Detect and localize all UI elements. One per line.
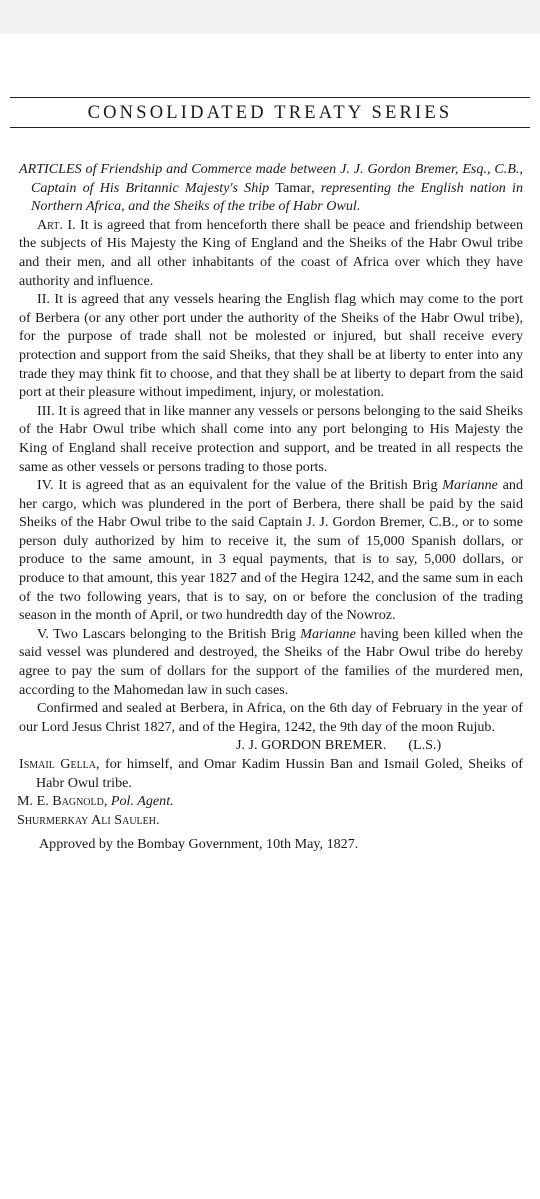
article-5 — [0, 625, 540, 699]
preamble-ship: Tamar — [275, 179, 312, 196]
article-5-ship: Marianne — [300, 625, 356, 642]
article-5-text-b: having been killed when the said vessel was plundered and destroyed, the Sheiks of the Habr Owul tribe do hereby agree to pay the sum of dollars for the support of the families of the murdered men, according to the Mahomedan law in such cases. — [19, 625, 523, 698]
signature-seal: (L.S.) — [408, 737, 442, 754]
page-header: CONSOLIDATED TREATY SERIES — [87, 103, 453, 123]
preamble-text-b: , representing the English nation in Northern Africa, and the Sheiks of the tribe of Habr Owul. — [31, 179, 523, 215]
article-5-text-a: V. Two Lascars belonging to the British Brig — [37, 625, 301, 642]
sheik-name: Ismail Gella — [19, 756, 97, 772]
sheiks-text: , for himself, and Omar Kadim Hussin Ban and Ismail Goled, Sheiks of Habr Owul tribe. — [36, 756, 523, 791]
header-bottom-rule — [10, 127, 530, 128]
confirmation: Confirmed and sealed at Berbera, in Africa, on the 6th day of February in the year of our Lord Jesus Christ 1827, and of the Hegira, 1242, the 9th day of the moon Rujub. — [19, 700, 523, 735]
signature-sheiks — [0, 755, 540, 792]
witness-1-name: M. E. Bagnold — [17, 793, 104, 810]
witness-1-sep: , — [103, 793, 111, 810]
top-bar — [0, 0, 540, 34]
approval-note: Approved by the Bombay Government, 10th May, 1827. — [39, 836, 359, 853]
witness-shurmerkay: Shurmerkay Ali Sauleh. — [17, 811, 160, 828]
article-2: II. It is agreed that any vessels hearing the English flag which may come to the port of Berbera (or any other port under the authority of the Sheiks of the Habr Owul tribe), for the purpose of trade shall not be molested or injured, but shall receive every protection and support from the said Sheiks, that they shall be at liberty to enter into any trade they may think fit to choose, and that they shall be at liberty to depart from the said port at their pleasure without impediment, injury, or molestation. — [19, 291, 523, 401]
article-1-label: Art. I. — [37, 216, 76, 233]
article-4-ship: Marianne — [442, 477, 498, 494]
preamble — [0, 160, 540, 216]
witness-bagnold — [0, 792, 540, 811]
article-4-text-b: and her cargo, which was plundered in the port of Berbera, there shall be paid by the said Sheiks of the Habr Owul tribe to the said Captain J. J. Gordon Bremer, C.B., or to some person duly authorized by him to receive it, the sum of 15,000 Spanish dollars, or produce to the same amount, in 3 equal payments, that is to say, 5,000 dollars, or produce to that amount, this year 1827 and of the Hegira 1242, and the same sum in each of the two following years, that is to say, on or before the conclusion of the trading season in the month of April, or two hundredth day of the Nowroz. — [19, 477, 524, 624]
article-4 — [0, 476, 540, 625]
signature-name: J. J. GORDON BREMER. — [236, 737, 387, 754]
article-1-text: It is agreed that from henceforth there shall be peace and friendship between the subjects of His Majesty the King of England and the Sheiks of the Habr Owul tribe and their men, and all other inhabitants of the coast of Africa over which they have authority and influence. — [19, 216, 523, 289]
article-3: III. It is agreed that in like manner any vessels or persons belonging to the said Sheiks of the Habr Owul tribe which shall come into any port belonging to His Majesty the King of England shall receive protection and support, and be treated in all respects the same as other vessels or persons trading to those ports. — [19, 402, 523, 475]
signature-bremer — [0, 736, 540, 755]
witness-1-role: Pol. Agent. — [110, 793, 174, 810]
article-1 — [0, 216, 540, 290]
treaty-text — [0, 160, 540, 854]
header-top-rule — [10, 97, 530, 98]
preamble-text-a: ARTICLES of Friendship and Commerce made between J. J. Gordon Bremer, Esq., C.B., Captain of His Britannic Majesty's Ship — [19, 161, 523, 196]
article-4-text-a: IV. It is agreed that as an equivalent for the value of the British Brig — [37, 477, 443, 494]
